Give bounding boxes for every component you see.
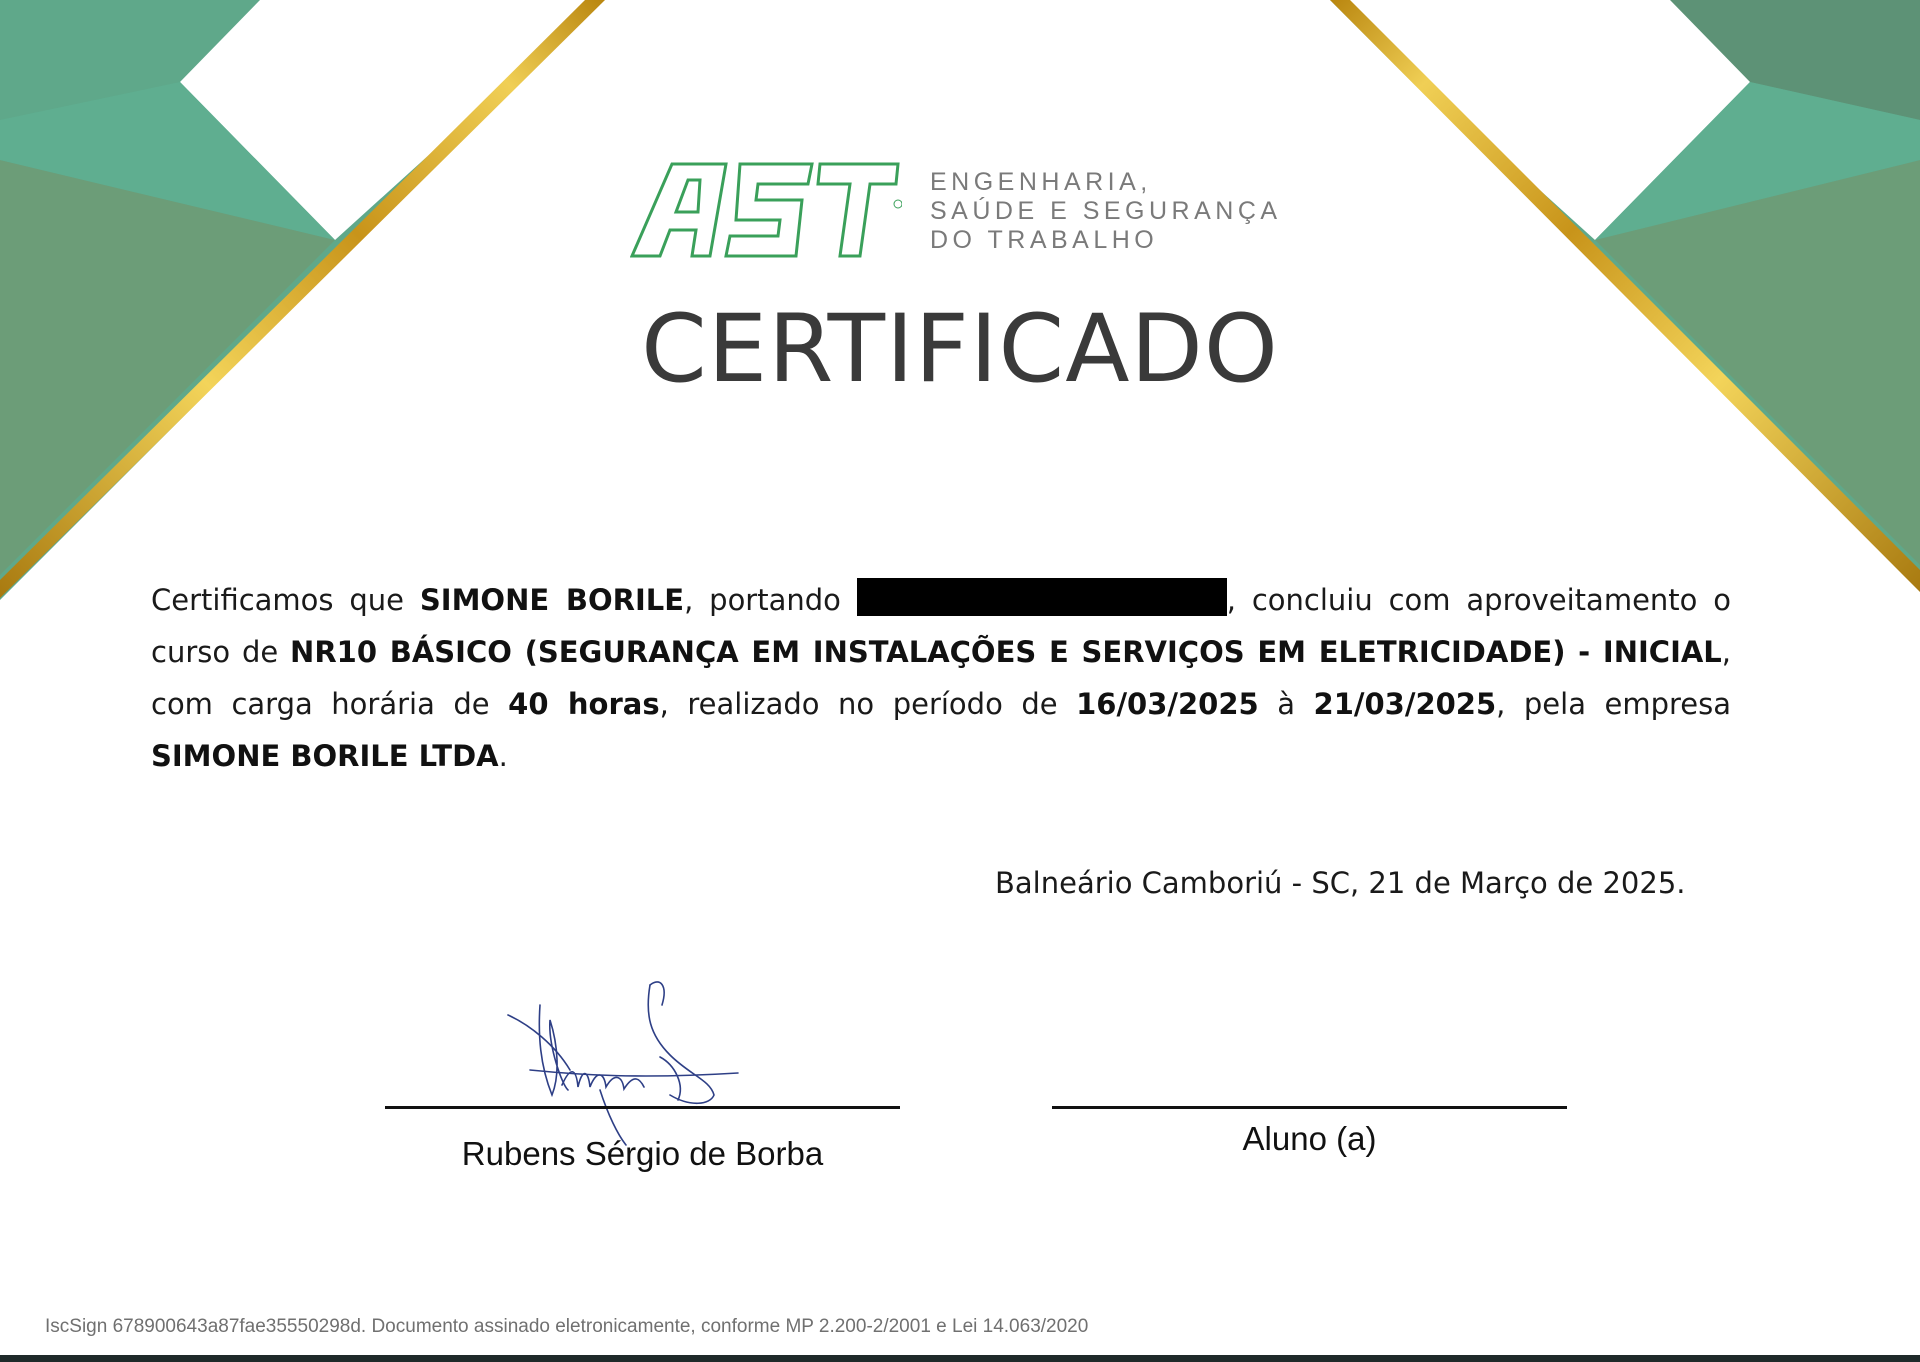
place-date: Balneário Camboriú - SC, 21 de Março de 2025. xyxy=(995,866,1686,900)
completed-text: , concluiu com aproveitamento o curso de xyxy=(151,583,1732,669)
logo-tagline-line: SAÚDE E SEGURANÇA xyxy=(930,197,1282,225)
ast-logo-mark xyxy=(630,160,902,258)
certificate-title: CERTIFICADO xyxy=(641,295,1279,404)
handwritten-signature xyxy=(500,975,760,1155)
instructor-name: Rubens Sérgio de Borba xyxy=(461,1135,824,1172)
start-date: 16/03/2025 xyxy=(1076,687,1259,721)
electronic-signature-footer: IscSign 678900643a87fae35550298d. Documento assinado eletronicamente, conforme MP 2.200-2/2001 e Lei 14.063/2020 xyxy=(45,1316,1089,1337)
redacted-document-number xyxy=(857,578,1227,616)
workload: 40 horas xyxy=(508,687,660,721)
student-signature-label: Aluno (a) xyxy=(1242,1120,1377,1157)
period-join: à xyxy=(1258,687,1314,721)
company-name: SIMONE BORILE LTDA xyxy=(151,739,499,773)
intro-text: Certificamos que xyxy=(151,583,420,617)
student-signature-line xyxy=(1052,1106,1567,1109)
logo-tagline xyxy=(930,168,1282,255)
workload-prefix: , com carga horária de xyxy=(151,635,1731,721)
logo-tagline-line: DO TRABALHO xyxy=(930,226,1159,254)
company-logo xyxy=(630,160,1310,260)
company-prefix: , pela empresa xyxy=(1496,687,1732,721)
instructor-signature-line xyxy=(385,1106,900,1109)
logo-tagline-line: ENGENHARIA, xyxy=(930,168,1152,196)
bottom-border xyxy=(0,1355,1920,1362)
course-name: NR10 BÁSICO (SEGURANÇA EM INSTALAÇÕES E SERVIÇOS EM ELETRICIDADE) - INICIAL xyxy=(290,635,1722,669)
student-name: SIMONE BORILE xyxy=(419,583,685,617)
period-prefix: , realizado no período de xyxy=(659,687,1077,721)
certificate-body xyxy=(151,574,1731,782)
bearing-text: , portando xyxy=(684,583,857,617)
end-punctuation: . xyxy=(498,739,508,773)
end-date: 21/03/2025 xyxy=(1313,687,1497,721)
